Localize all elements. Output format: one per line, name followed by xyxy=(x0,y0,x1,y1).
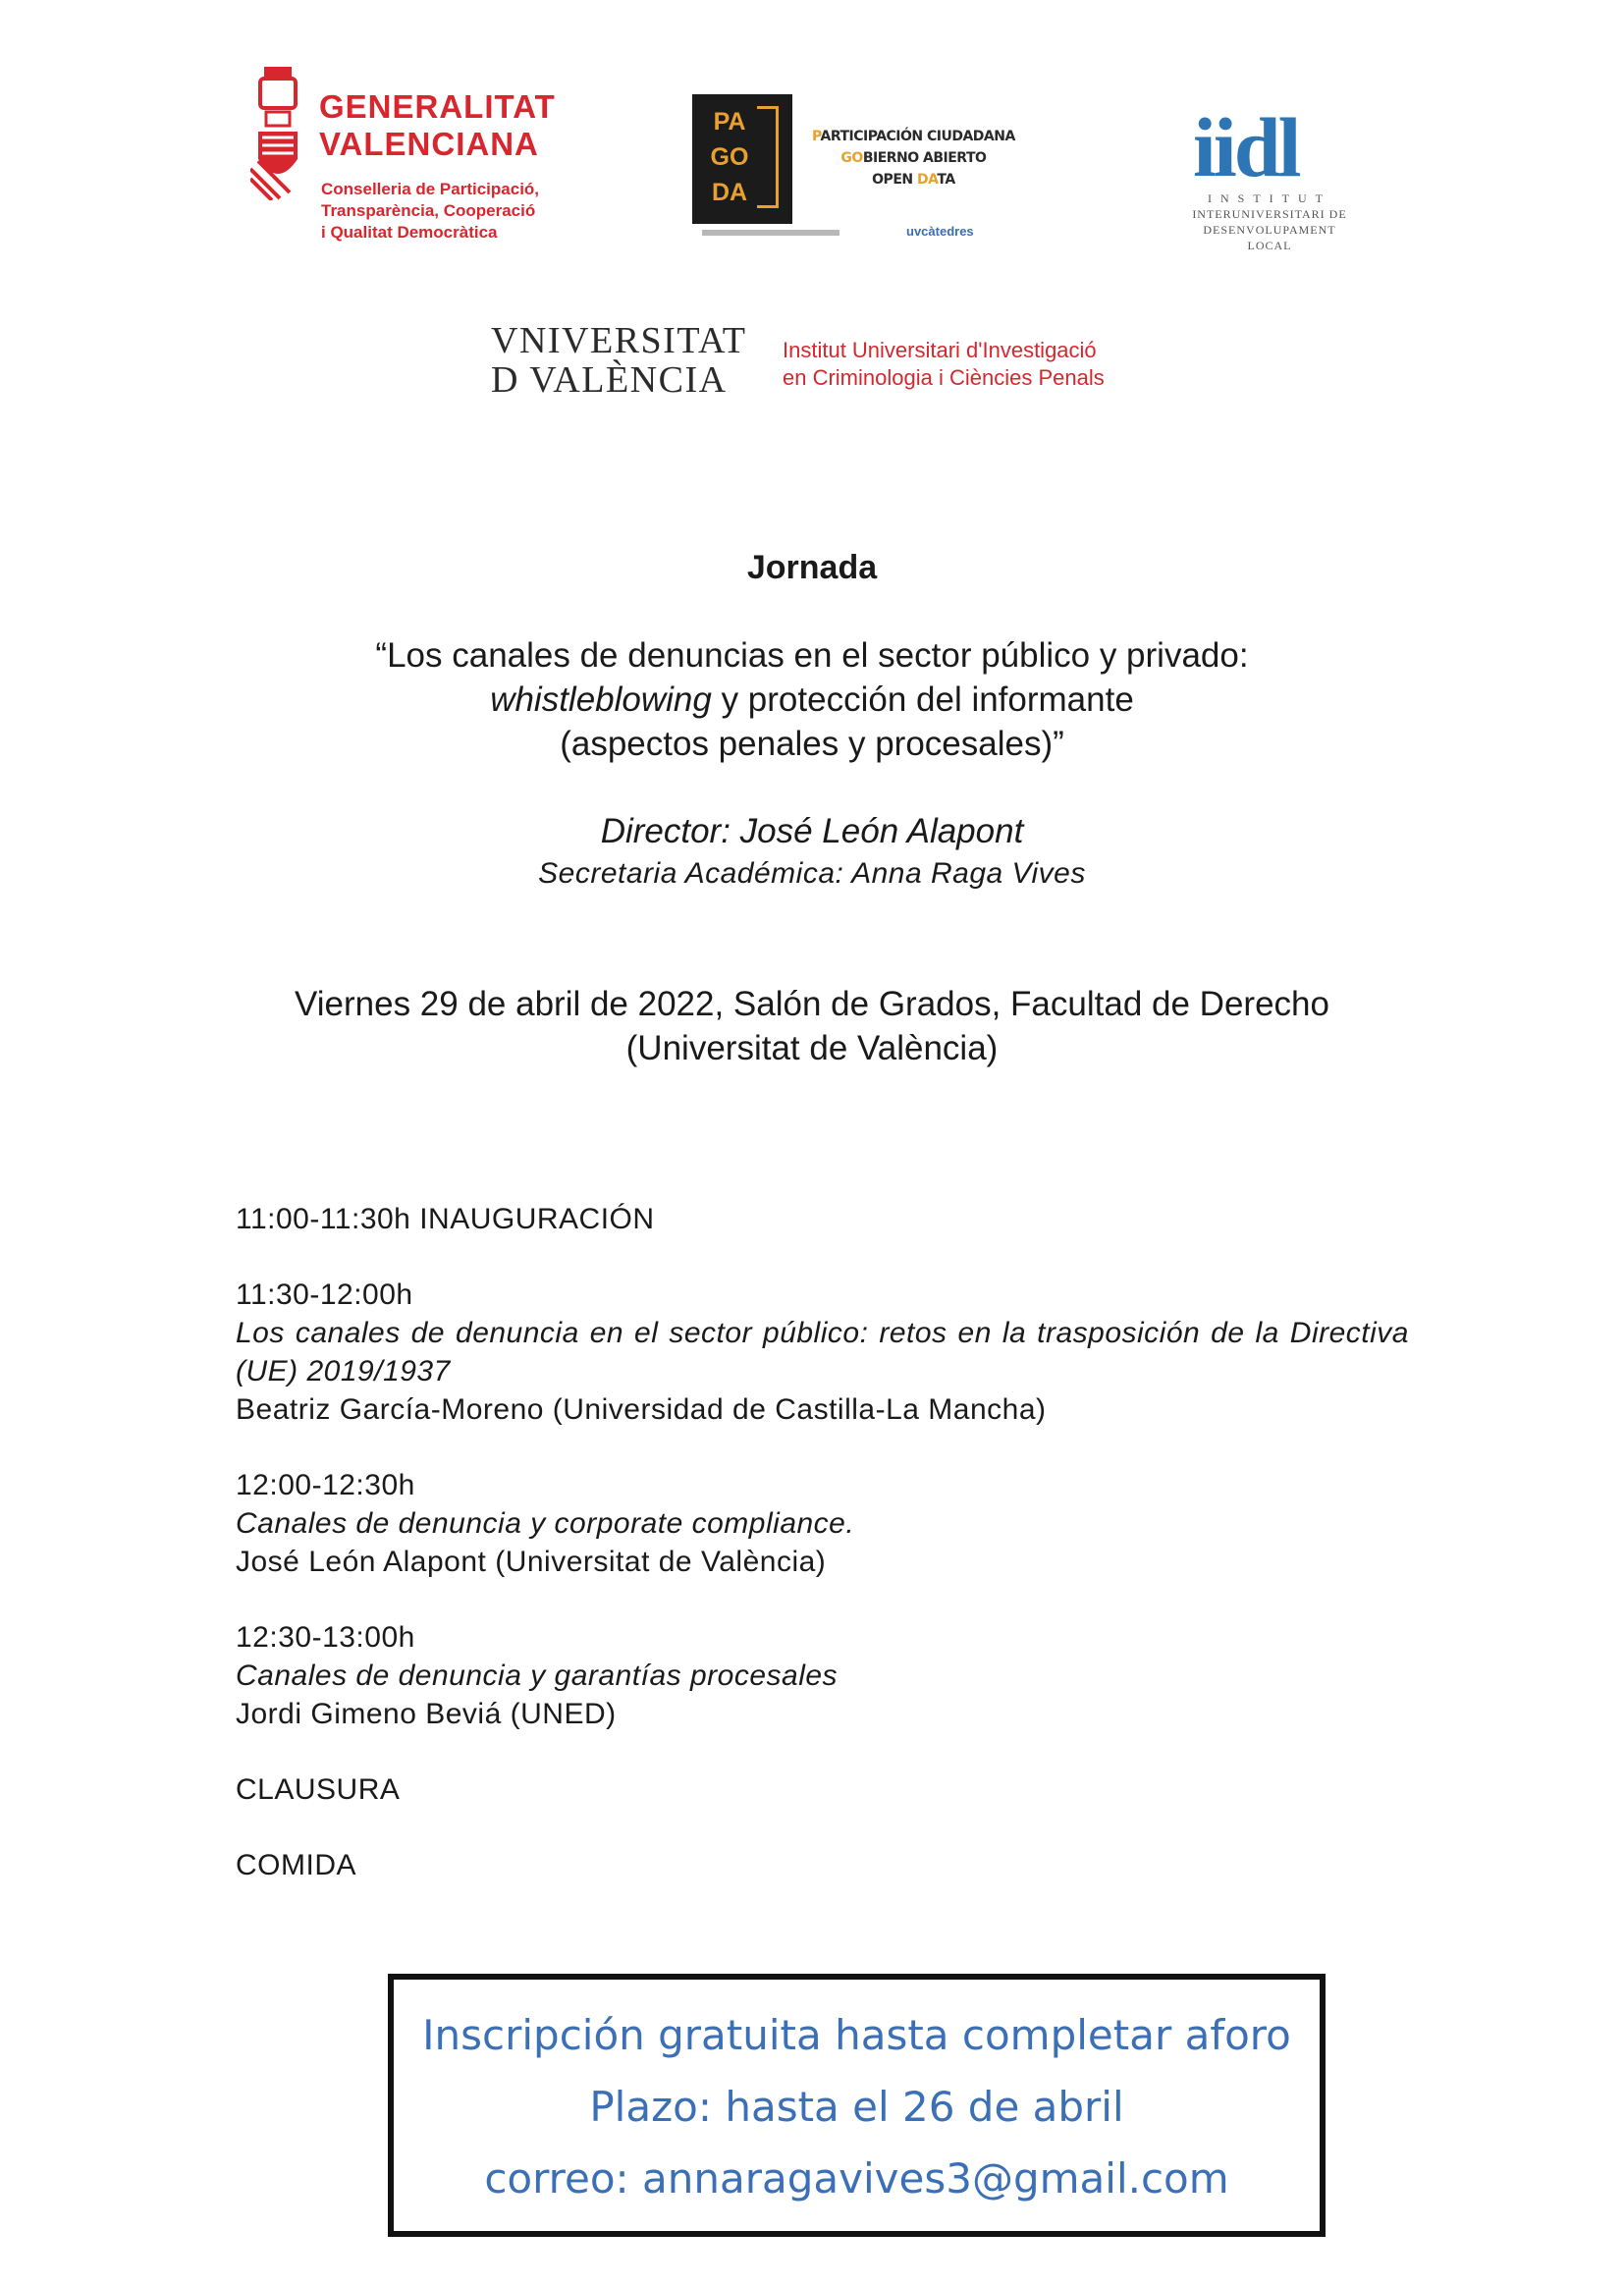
session-talk: Canales de denuncia y corporate compliance. xyxy=(236,1507,855,1540)
iidl-mark: iidl xyxy=(1193,100,1299,194)
session-talk: Los canales de denuncia en el sector público: retos en la trasposición de la Directiva (UE) 2019/1937 xyxy=(236,1317,1409,1387)
session-time: 12:00-12:30h xyxy=(236,1469,415,1501)
pagoda-block xyxy=(692,94,792,224)
inauguracion: 11:00-11:30h INAUGURACIÓN xyxy=(236,1203,655,1235)
iuic-logo xyxy=(783,337,1195,396)
title-line-2: whistleblowing y protección del informante xyxy=(490,680,1134,719)
session-speaker: Jordi Gimeno Beviá (UNED) xyxy=(236,1698,617,1730)
title-line-1: “Los canales de denuncias en el sector público y privado: xyxy=(375,636,1249,675)
secretaria: Secretaria Académica: Anna Raga Vives xyxy=(538,857,1086,890)
pagoda-tagline: PARTICIPACIÓN CIUDADANA GOBIERNO ABIERTO OPEN DATA xyxy=(812,129,1015,188)
conselleria-name: Conselleria de Participació, Transparència, Cooperació i Qualitat Democràtica xyxy=(321,180,540,242)
pagoda-bracket-icon xyxy=(757,106,779,208)
uvcatedres-label: uvcàtedres xyxy=(906,224,974,239)
date-line-1: Viernes 29 de abril de 2022, Salón de Grados, Facultad de Derecho xyxy=(295,985,1329,1023)
iidl-logo xyxy=(1181,100,1358,252)
universitat-valencia-logo xyxy=(491,321,756,409)
event-type: Jornada xyxy=(746,549,878,586)
generalitat-emblem-icon xyxy=(250,63,305,200)
pagoda-footer xyxy=(692,224,987,240)
session-time: 11:30-12:00h xyxy=(236,1279,413,1311)
session-1 xyxy=(236,1276,1409,1429)
session-2 xyxy=(236,1466,1409,1581)
uv-line-2: D VALÈNCIA xyxy=(491,359,728,401)
programme xyxy=(236,1200,1409,1922)
inscription-email[interactable]: correo: annaragavives3@gmail.com xyxy=(484,2154,1229,2203)
date-line-2: (Universitat de València) xyxy=(625,1029,999,1067)
iidl-name: INSTITUT INTERUNIVERSITARI DE DESENVOLUPAMENT LOCAL xyxy=(1192,191,1347,252)
pagoda-logo xyxy=(692,94,1015,242)
event-title xyxy=(0,633,1624,766)
session-speaker: José León Alapont (Universitat de València) xyxy=(236,1546,827,1578)
session-3 xyxy=(236,1618,1409,1733)
iuic-line-2: en Criminologia i Ciències Penals xyxy=(783,365,1105,390)
clausura: CLAUSURA xyxy=(236,1773,401,1806)
inscription-free: Inscripción gratuita hasta completar aforo xyxy=(422,2011,1291,2059)
session-time: 12:30-13:00h xyxy=(236,1621,415,1654)
session-speaker: Beatriz García-Moreno (Universidad de Castilla-La Mancha) xyxy=(236,1393,1047,1426)
comida: COMIDA xyxy=(236,1849,356,1881)
session-talk: Canales de denuncia y garantías procesales xyxy=(236,1659,839,1692)
event-date-venue xyxy=(0,982,1624,1070)
title-line-3: (aspectos penales y procesales)” xyxy=(560,725,1064,763)
generalitat-name: GENERALITAT VALENCIANA xyxy=(319,88,556,162)
iuic-line-1: Institut Universitari d'Investigació xyxy=(783,338,1097,362)
uv-line-1: VNIVERSITAT xyxy=(491,320,747,361)
inscription-box xyxy=(388,1974,1326,2237)
director: Director: José León Alapont xyxy=(600,812,1024,850)
inscription-deadline: Plazo: hasta el 26 de abril xyxy=(589,2083,1124,2131)
pagoda-letters: PA GO DA xyxy=(710,108,749,206)
pagoda-footer-small-print xyxy=(702,230,839,236)
generalitat-valenciana-logo xyxy=(250,61,574,247)
